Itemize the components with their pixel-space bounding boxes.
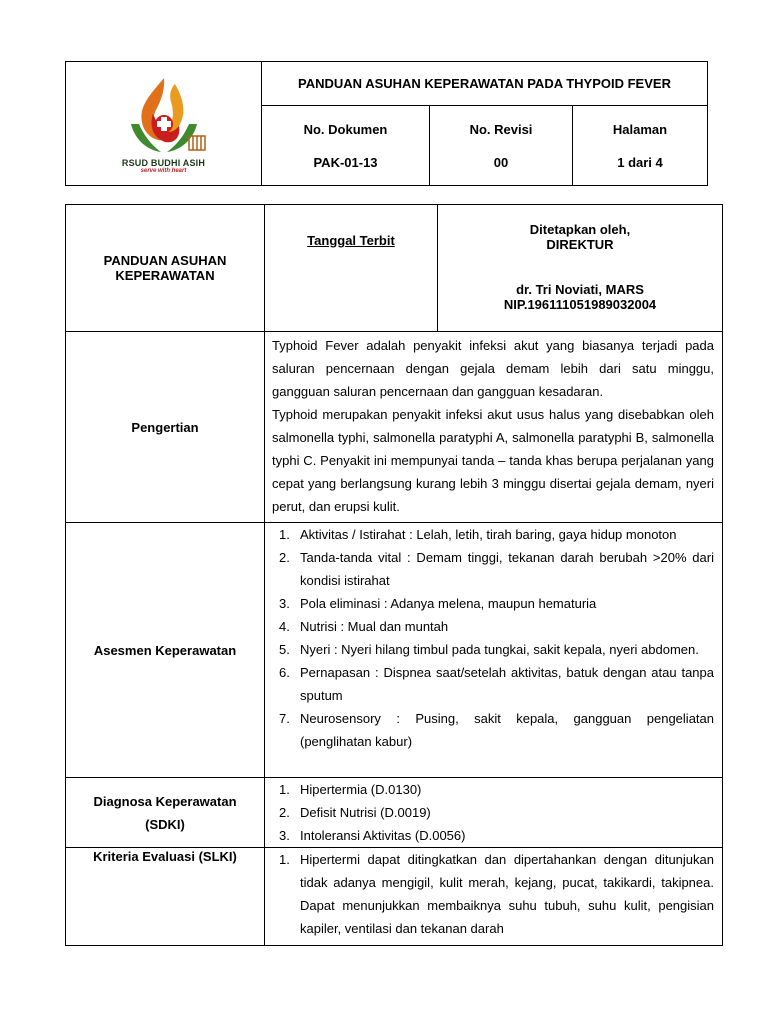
issue-date-cell bbox=[265, 205, 438, 332]
document-header bbox=[65, 61, 708, 186]
pengertian-paragraph-1: Typhoid Fever adalah penyakit infeksi akut yang biasanya terjadi pada saluran pencernaan dengan gejala demam lebih dari satu minggu, gangguan saluran pencernaan dan gangguan kesadaran. bbox=[272, 338, 714, 399]
pengertian-label: Pengertian bbox=[66, 332, 265, 523]
page-value: 1 dari 4 bbox=[617, 154, 663, 170]
diagnosa-list bbox=[272, 778, 714, 847]
list-item: 3. Pola eliminasi : Adanya melena, maupun hematuria bbox=[279, 596, 597, 611]
logo-name: RSUD BUDHI ASIH bbox=[121, 157, 206, 168]
doc-number-value: PAK-01-13 bbox=[313, 154, 378, 170]
list-item: 2. Defisit Nutrisi (D.0019) bbox=[279, 805, 431, 820]
doc-number-label: No. Dokumen bbox=[303, 121, 388, 137]
director-name: dr. Tri Noviati, MARS bbox=[516, 282, 644, 297]
diagnosa-label: Diagnosa Keperawatan (SDKI) bbox=[66, 778, 265, 848]
approval-set-by: Ditetapkan oleh, bbox=[529, 222, 631, 237]
revision-value: 00 bbox=[493, 154, 509, 170]
issue-date-label: Tanggal Terbit bbox=[307, 233, 395, 248]
director-nip: NIP.196111051989032004 bbox=[503, 297, 657, 312]
pengertian-paragraph-2: Typhoid merupakan penyakit infeksi akut usus halus yang disebabkan oleh salmonella typhi, salmonella paratyphi A, salmonella paratyphi B, salmonella typhi C. Penyakit ini mempunyai tanda – tanda khas berupa perjalanan yang cepat yang berlangsung kurang lebih 3 minggu disertai gejala demam, nyeri perut, dan erupsi kulit. bbox=[272, 407, 714, 514]
pengertian-content bbox=[265, 332, 723, 523]
revision-cell bbox=[430, 106, 573, 186]
asesmen-label: Asesmen Keperawatan bbox=[66, 523, 265, 778]
list-item: 6. Pernapasan : Dispnea saat/setelah aktivitas, batuk dengan atau tanpa sputum bbox=[279, 665, 714, 703]
guide-table bbox=[65, 204, 723, 946]
diagnosa-content bbox=[265, 778, 723, 848]
list-item: 7. Neurosensory : Pusing, sakit kepala, gangguan pengeliatan (penglihatan kabur) bbox=[279, 711, 714, 749]
approval-cell bbox=[438, 205, 723, 332]
page-cell bbox=[573, 106, 708, 186]
kriteria-list bbox=[272, 848, 714, 940]
kriteria-label: Kriteria Evaluasi (SLKI) bbox=[66, 848, 265, 946]
hospital-logo bbox=[109, 74, 219, 166]
document-title: PANDUAN ASUHAN KEPERAWATAN PADA THYPOID FEVER bbox=[262, 62, 708, 106]
list-item: 3. Intoleransi Aktivitas (D.0056) bbox=[279, 828, 466, 843]
doc-number-cell bbox=[262, 106, 430, 186]
list-item: 1. Hipertermia (D.0130) bbox=[279, 782, 422, 797]
asesmen-content bbox=[265, 523, 723, 778]
revision-label: No. Revisi bbox=[469, 121, 533, 137]
logo-cell bbox=[66, 62, 262, 186]
approval-position: DIREKTUR bbox=[546, 237, 614, 252]
list-item: 4. Nutrisi : Mual dan muntah bbox=[279, 619, 449, 634]
list-item: 1. Aktivitas / Istirahat : Lelah, letih, tirah baring, gaya hidup monoton bbox=[279, 527, 677, 542]
kriteria-content bbox=[265, 848, 723, 946]
list-item: 1. Hipertermi dapat ditingkatkan dan dipertahankan dengan ditunjukan tidak adanya mengigil, kulit merah, kejang, pucat, takikardi, takipnea. Dapat menunjukkan membaiknya suhu tubuh, suhu kulit, pengisian kapiler, ventilasi dan tekanan darah bbox=[279, 852, 714, 936]
list-item: 2. Tanda-tanda vital : Demam tinggi, tekanan darah berubah >20% dari kondisi istirahat bbox=[279, 550, 714, 588]
list-item: 5. Nyeri : Nyeri hilang timbul pada tungkai, sakit kepala, nyeri abdomen. bbox=[279, 642, 699, 657]
asesmen-list bbox=[272, 523, 714, 753]
page-label: Halaman bbox=[612, 121, 668, 137]
logo-tagline: serve with heart bbox=[140, 167, 187, 174]
guide-type-title: PANDUAN ASUHAN KEPERAWATAN bbox=[66, 205, 265, 332]
